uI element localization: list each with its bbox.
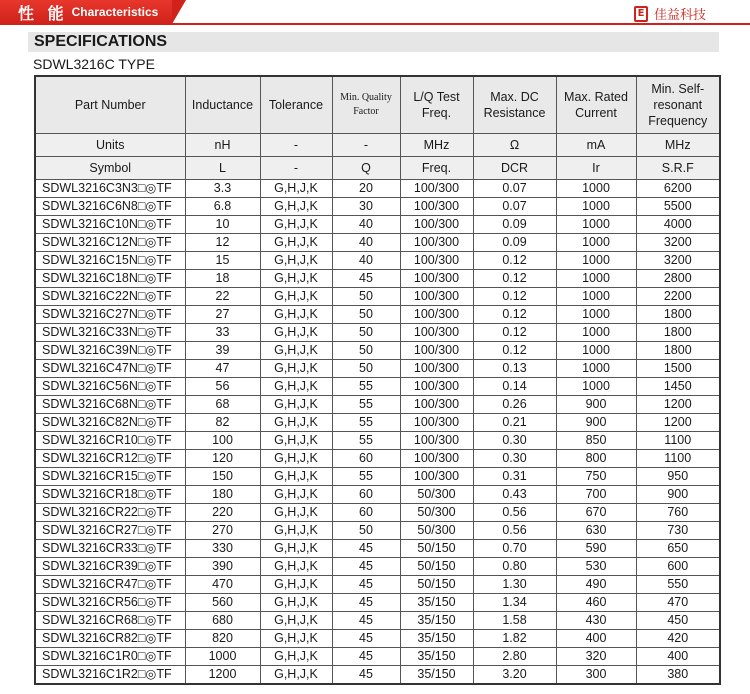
part-number-cell: SDWL3216CR12□◎TF [35, 450, 185, 468]
table-cell: 430 [556, 612, 636, 630]
table-cell: 100/300 [400, 414, 473, 432]
table-cell: 3.3 [185, 180, 260, 198]
table-cell: 45 [332, 558, 400, 576]
table-cell: G,H,J,K [260, 396, 332, 414]
table-cell: 1000 [556, 216, 636, 234]
table-cell: 220 [185, 504, 260, 522]
part-number-cell: SDWL3216C22N□◎TF [35, 288, 185, 306]
units-cell: - [332, 134, 400, 157]
table-cell: 1800 [636, 342, 720, 360]
table-cell: 100/300 [400, 450, 473, 468]
table-cell: G,H,J,K [260, 270, 332, 288]
table-cell: 1800 [636, 324, 720, 342]
table-cell: 60 [332, 450, 400, 468]
table-cell: 60 [332, 504, 400, 522]
table-cell: 1.34 [473, 594, 556, 612]
table-cell: 450 [636, 612, 720, 630]
table-cell: G,H,J,K [260, 594, 332, 612]
part-number-cell: SDWL3216C15N□◎TF [35, 252, 185, 270]
table-cell: 55 [332, 378, 400, 396]
part-number-cell: SDWL3216C10N□◎TF [35, 216, 185, 234]
specifications-heading: SPECIFICATIONS [28, 32, 719, 52]
table-cell: 50/300 [400, 504, 473, 522]
table-cell: 30 [332, 198, 400, 216]
table-row [35, 486, 720, 504]
part-number-cell: SDWL3216CR68□◎TF [35, 612, 185, 630]
table-cell: G,H,J,K [260, 252, 332, 270]
table-cell: 0.56 [473, 522, 556, 540]
table-cell: 22 [185, 288, 260, 306]
part-number-cell: SDWL3216C68N□◎TF [35, 396, 185, 414]
table-row [35, 342, 720, 360]
table-cell: 45 [332, 666, 400, 685]
table-cell: 900 [556, 414, 636, 432]
table-cell: 45 [332, 270, 400, 288]
table-cell: 0.07 [473, 180, 556, 198]
table-cell: 20 [332, 180, 400, 198]
table-cell: 460 [556, 594, 636, 612]
table-cell: 3200 [636, 234, 720, 252]
header-rule [0, 23, 750, 25]
table-cell: 39 [185, 342, 260, 360]
table-cell: 3200 [636, 252, 720, 270]
table-cell: G,H,J,K [260, 468, 332, 486]
table-cell: 320 [556, 648, 636, 666]
table-row [35, 504, 720, 522]
table-cell: G,H,J,K [260, 234, 332, 252]
table-cell: 12 [185, 234, 260, 252]
table-cell: 100/300 [400, 432, 473, 450]
table-cell: 15 [185, 252, 260, 270]
table-row [35, 594, 720, 612]
table-row [35, 666, 720, 685]
table-cell: 0.12 [473, 342, 556, 360]
part-number-cell: SDWL3216CR47□◎TF [35, 576, 185, 594]
table-cell: 600 [636, 558, 720, 576]
table-cell: 630 [556, 522, 636, 540]
table-cell: 1000 [556, 324, 636, 342]
table-cell: 55 [332, 396, 400, 414]
table-cell: 1800 [636, 306, 720, 324]
table-cell: 650 [636, 540, 720, 558]
table-cell: G,H,J,K [260, 504, 332, 522]
table-cell: 5500 [636, 198, 720, 216]
table-cell: G,H,J,K [260, 576, 332, 594]
column-header: Part Number [35, 76, 185, 134]
table-cell: 950 [636, 468, 720, 486]
part-number-cell: SDWL3216C82N□◎TF [35, 414, 185, 432]
table-cell: 1000 [556, 198, 636, 216]
product-type-subtitle: SDWL3216C TYPE [33, 56, 155, 72]
table-cell: 56 [185, 378, 260, 396]
table-cell: 82 [185, 414, 260, 432]
table-cell: G,H,J,K [260, 486, 332, 504]
brand-logo-icon: E [634, 6, 648, 22]
part-number-cell: SDWL3216CR18□◎TF [35, 486, 185, 504]
table-cell: 270 [185, 522, 260, 540]
table-cell: G,H,J,K [260, 630, 332, 648]
table-cell: 1000 [185, 648, 260, 666]
table-cell: 2.80 [473, 648, 556, 666]
symbol-cell: Symbol [35, 157, 185, 180]
section-tab-slant [172, 0, 186, 24]
part-number-cell: SDWL3216C12N□◎TF [35, 234, 185, 252]
table-cell: 35/150 [400, 666, 473, 685]
table-cell: G,H,J,K [260, 198, 332, 216]
symbol-cell: L [185, 157, 260, 180]
table-cell: 1000 [556, 270, 636, 288]
table-cell: 10 [185, 216, 260, 234]
table-cell: 50/150 [400, 576, 473, 594]
table-cell: 330 [185, 540, 260, 558]
table-row [35, 432, 720, 450]
part-number-cell: SDWL3216C6N8□◎TF [35, 198, 185, 216]
table-row [35, 522, 720, 540]
part-number-cell: SDWL3216C47N□◎TF [35, 360, 185, 378]
table-cell: 45 [332, 648, 400, 666]
table-cell: 100/300 [400, 342, 473, 360]
column-header: Max. DC Resistance [473, 76, 556, 134]
table-cell: 1000 [556, 252, 636, 270]
table-row [35, 630, 720, 648]
table-cell: 0.56 [473, 504, 556, 522]
table-cell: 100/300 [400, 468, 473, 486]
table-cell: 27 [185, 306, 260, 324]
table-cell: 420 [636, 630, 720, 648]
table-cell: G,H,J,K [260, 216, 332, 234]
symbol-row [35, 157, 720, 180]
table-cell: 50 [332, 342, 400, 360]
column-header: Tolerance [260, 76, 332, 134]
section-tab [0, 0, 172, 24]
table-cell: 6.8 [185, 198, 260, 216]
table-cell: 100/300 [400, 216, 473, 234]
table-row [35, 414, 720, 432]
table-row [35, 540, 720, 558]
table-cell: 55 [332, 468, 400, 486]
table-cell: 1200 [636, 414, 720, 432]
table-cell: 60 [332, 486, 400, 504]
table-cell: 700 [556, 486, 636, 504]
table-cell: 50/150 [400, 540, 473, 558]
part-number-cell: SDWL3216C1R2□◎TF [35, 666, 185, 685]
table-cell: G,H,J,K [260, 414, 332, 432]
symbol-cell: DCR [473, 157, 556, 180]
table-cell: 1000 [556, 234, 636, 252]
table-cell: 1.30 [473, 576, 556, 594]
table-cell: 40 [332, 216, 400, 234]
part-number-cell: SDWL3216CR22□◎TF [35, 504, 185, 522]
table-row [35, 378, 720, 396]
part-number-cell: SDWL3216C39N□◎TF [35, 342, 185, 360]
table-cell: 1.58 [473, 612, 556, 630]
table-cell: 100/300 [400, 198, 473, 216]
table-cell: 1000 [556, 180, 636, 198]
part-number-cell: SDWL3216C56N□◎TF [35, 378, 185, 396]
table-cell: 6200 [636, 180, 720, 198]
table-cell: 100/300 [400, 306, 473, 324]
table-cell: 850 [556, 432, 636, 450]
table-row [35, 180, 720, 198]
units-row [35, 134, 720, 157]
table-cell: 300 [556, 666, 636, 685]
table-cell: 18 [185, 270, 260, 288]
table-body [35, 180, 720, 685]
table-cell: 470 [636, 594, 720, 612]
table-cell: 380 [636, 666, 720, 685]
part-number-cell: SDWL3216C27N□◎TF [35, 306, 185, 324]
symbol-cell: Freq. [400, 157, 473, 180]
table-row [35, 198, 720, 216]
table-cell: 50/300 [400, 522, 473, 540]
table-header-row [35, 76, 720, 134]
table-cell: 0.30 [473, 450, 556, 468]
table-cell: G,H,J,K [260, 378, 332, 396]
table-cell: 4000 [636, 216, 720, 234]
table-cell: 100/300 [400, 270, 473, 288]
part-number-cell: SDWL3216C1R0□◎TF [35, 648, 185, 666]
part-number-cell: SDWL3216CR27□◎TF [35, 522, 185, 540]
table-cell: 0.09 [473, 216, 556, 234]
table-cell: G,H,J,K [260, 540, 332, 558]
table-cell: 50 [332, 324, 400, 342]
table-cell: 0.12 [473, 324, 556, 342]
symbol-cell: Q [332, 157, 400, 180]
part-number-cell: SDWL3216CR82□◎TF [35, 630, 185, 648]
table-cell: 40 [332, 252, 400, 270]
symbol-cell: Ir [556, 157, 636, 180]
part-number-cell: SDWL3216CR39□◎TF [35, 558, 185, 576]
table-cell: 560 [185, 594, 260, 612]
section-header-bar [0, 0, 750, 26]
table-cell: 1.82 [473, 630, 556, 648]
table-cell: 0.43 [473, 486, 556, 504]
table-cell: 68 [185, 396, 260, 414]
units-cell: - [260, 134, 332, 157]
table-row [35, 270, 720, 288]
part-number-cell: SDWL3216CR15□◎TF [35, 468, 185, 486]
table-cell: 35/150 [400, 594, 473, 612]
table-cell: 0.30 [473, 432, 556, 450]
table-cell: 760 [636, 504, 720, 522]
section-title-cn: 性 能 [18, 3, 68, 23]
table-cell: 820 [185, 630, 260, 648]
table-cell: 400 [636, 648, 720, 666]
table-cell: 180 [185, 486, 260, 504]
table-cell: 0.07 [473, 198, 556, 216]
part-number-cell: SDWL3216CR10□◎TF [35, 432, 185, 450]
table-cell: 900 [556, 396, 636, 414]
table-row [35, 360, 720, 378]
table-cell: 1000 [556, 342, 636, 360]
table-cell: 0.12 [473, 252, 556, 270]
table-cell: G,H,J,K [260, 360, 332, 378]
table-cell: 50 [332, 306, 400, 324]
column-header: Max. Rated Current [556, 76, 636, 134]
table-cell: 33 [185, 324, 260, 342]
table-cell: 40 [332, 234, 400, 252]
table-cell: 1500 [636, 360, 720, 378]
brand-name: 佳益科技 [653, 8, 706, 23]
column-header: L/Q Test Freq. [400, 76, 473, 134]
table-cell: 50 [332, 522, 400, 540]
table-cell: 45 [332, 540, 400, 558]
table-cell: 490 [556, 576, 636, 594]
table-cell: G,H,J,K [260, 288, 332, 306]
table-row [35, 252, 720, 270]
table-cell: G,H,J,K [260, 558, 332, 576]
table-cell: 1450 [636, 378, 720, 396]
table-cell: 680 [185, 612, 260, 630]
table-cell: 1100 [636, 450, 720, 468]
table-cell: 100/300 [400, 324, 473, 342]
table-cell: 0.80 [473, 558, 556, 576]
part-number-cell: SDWL3216C3N3□◎TF [35, 180, 185, 198]
table-cell: 45 [332, 594, 400, 612]
units-cell: nH [185, 134, 260, 157]
table-cell: 2200 [636, 288, 720, 306]
column-header: Min. Self-resonant Frequency [636, 76, 720, 134]
section-title-en: Characteristics [71, 5, 159, 19]
part-number-cell: SDWL3216C33N□◎TF [35, 324, 185, 342]
specifications-table [34, 75, 721, 685]
table-cell: G,H,J,K [260, 450, 332, 468]
table-cell: 730 [636, 522, 720, 540]
column-header: Min. Quality Factor [332, 76, 400, 134]
table-cell: 1000 [556, 360, 636, 378]
table-cell: 0.09 [473, 234, 556, 252]
table-cell: 390 [185, 558, 260, 576]
table-cell: 0.21 [473, 414, 556, 432]
table-row [35, 324, 720, 342]
table-cell: 55 [332, 432, 400, 450]
part-number-cell: SDWL3216CR33□◎TF [35, 540, 185, 558]
part-number-cell: SDWL3216C18N□◎TF [35, 270, 185, 288]
table-cell: 100 [185, 432, 260, 450]
table-cell: 0.12 [473, 288, 556, 306]
table-cell: 50/300 [400, 486, 473, 504]
table-cell: 3.20 [473, 666, 556, 685]
table-cell: 1000 [556, 378, 636, 396]
table-cell: 1100 [636, 432, 720, 450]
table-cell: 0.70 [473, 540, 556, 558]
table-cell: 750 [556, 468, 636, 486]
table-cell: 35/150 [400, 612, 473, 630]
table-cell: 100/300 [400, 396, 473, 414]
table-cell: 1000 [556, 288, 636, 306]
table-cell: 470 [185, 576, 260, 594]
table-cell: G,H,J,K [260, 612, 332, 630]
symbol-cell: - [260, 157, 332, 180]
units-cell: Units [35, 134, 185, 157]
table-cell: G,H,J,K [260, 306, 332, 324]
table-cell: 530 [556, 558, 636, 576]
table-cell: 2800 [636, 270, 720, 288]
table-cell: 50 [332, 288, 400, 306]
table-cell: 100/300 [400, 252, 473, 270]
table-cell: 1200 [185, 666, 260, 685]
table-cell: 55 [332, 414, 400, 432]
table-cell: 0.26 [473, 396, 556, 414]
table-row [35, 306, 720, 324]
table-cell: G,H,J,K [260, 432, 332, 450]
table-row [35, 558, 720, 576]
table-cell: 550 [636, 576, 720, 594]
table-cell: 0.12 [473, 270, 556, 288]
table-cell: G,H,J,K [260, 522, 332, 540]
table-cell: 1000 [556, 306, 636, 324]
table-cell: 400 [556, 630, 636, 648]
table-cell: 0.31 [473, 468, 556, 486]
table-cell: 800 [556, 450, 636, 468]
table-cell: 35/150 [400, 630, 473, 648]
units-cell: Ω [473, 134, 556, 157]
table-cell: G,H,J,K [260, 666, 332, 685]
table-cell: G,H,J,K [260, 324, 332, 342]
units-cell: mA [556, 134, 636, 157]
table-row [35, 576, 720, 594]
brand [634, 4, 706, 23]
table-cell: 35/150 [400, 648, 473, 666]
table-cell: 100/300 [400, 180, 473, 198]
symbol-cell: S.R.F [636, 157, 720, 180]
table-row [35, 648, 720, 666]
units-cell: MHz [636, 134, 720, 157]
table-cell: 120 [185, 450, 260, 468]
table-row [35, 468, 720, 486]
table-row [35, 450, 720, 468]
table-cell: 45 [332, 576, 400, 594]
table-cell: 0.14 [473, 378, 556, 396]
column-header: Inductance [185, 76, 260, 134]
table-row [35, 234, 720, 252]
table-cell: 150 [185, 468, 260, 486]
table-cell: 0.12 [473, 306, 556, 324]
table-cell: G,H,J,K [260, 180, 332, 198]
table-cell: 0.13 [473, 360, 556, 378]
table-cell: 100/300 [400, 288, 473, 306]
table-cell: 45 [332, 630, 400, 648]
table-row [35, 396, 720, 414]
table-cell: G,H,J,K [260, 648, 332, 666]
table-cell: 100/300 [400, 378, 473, 396]
table-cell: 50 [332, 360, 400, 378]
table-cell: G,H,J,K [260, 342, 332, 360]
table-row [35, 612, 720, 630]
table-cell: 47 [185, 360, 260, 378]
part-number-cell: SDWL3216CR56□◎TF [35, 594, 185, 612]
table-cell: 45 [332, 612, 400, 630]
table-row [35, 216, 720, 234]
units-cell: MHz [400, 134, 473, 157]
table-row [35, 288, 720, 306]
table-cell: 100/300 [400, 234, 473, 252]
table-cell: 590 [556, 540, 636, 558]
table-cell: 670 [556, 504, 636, 522]
table-cell: 1200 [636, 396, 720, 414]
table-cell: 900 [636, 486, 720, 504]
table-cell: 50/150 [400, 558, 473, 576]
table-cell: 100/300 [400, 360, 473, 378]
